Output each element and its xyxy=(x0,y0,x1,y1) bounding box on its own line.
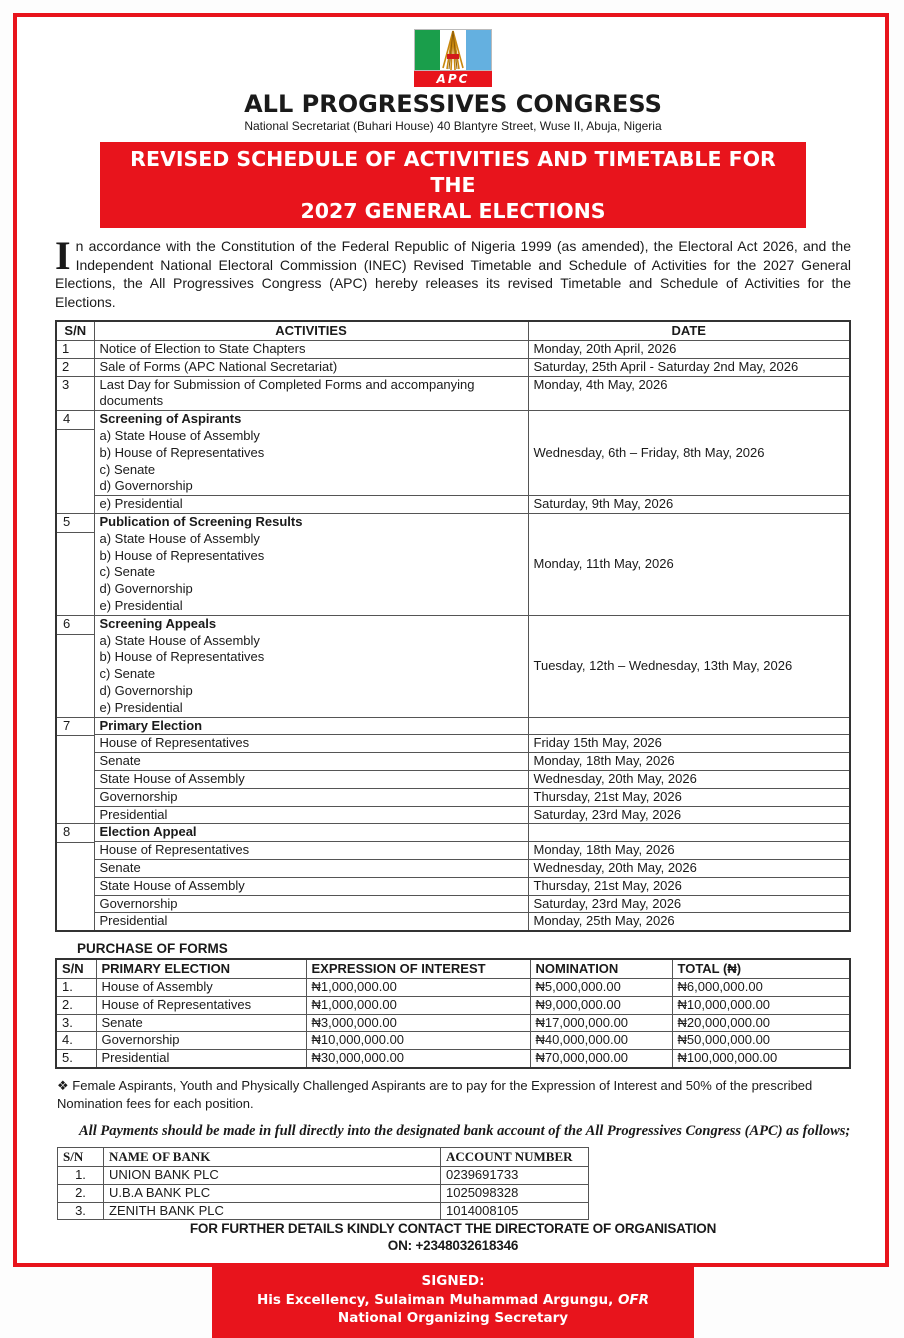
expression-fee: ₦10,000,000.00 xyxy=(306,1032,530,1050)
sn: 4. xyxy=(56,1032,96,1050)
activity-item: Governorship xyxy=(94,788,528,806)
date: Monday, 18th May, 2026 xyxy=(528,842,850,860)
sn: 5 xyxy=(56,513,94,615)
date: Saturday, 25th April - Saturday 2nd May, 2026 xyxy=(528,358,850,376)
activity-item: State House of Assembly xyxy=(94,877,528,895)
nomination-fee: ₦9,000,000.00 xyxy=(530,996,672,1014)
purchase-row xyxy=(56,1050,850,1068)
bank-accounts-table xyxy=(57,1147,589,1220)
activity-item: Presidential xyxy=(94,806,528,824)
election-type: Presidential xyxy=(96,1050,306,1068)
contact-line-2: ON: +2348032618346 xyxy=(387,1238,519,1254)
activity-item: c) Senate xyxy=(99,564,156,580)
election-type: Governorship xyxy=(96,1032,306,1050)
activity-item: d) Governorship xyxy=(99,581,193,597)
sn: 1. xyxy=(56,979,96,997)
activity-title: Screening Appeals xyxy=(99,615,217,631)
sn: 3. xyxy=(58,1202,104,1220)
schedule-row-7-entry xyxy=(56,806,850,824)
account-number: 0239691733 xyxy=(441,1167,589,1185)
date: Friday 15th May, 2026 xyxy=(528,735,850,753)
expression-fee: ₦1,000,000.00 xyxy=(306,996,530,1014)
activity: Notice of Election to State Chapters xyxy=(94,341,528,359)
schedule-header-row xyxy=(56,321,850,341)
header-bank-name: NAME OF BANK xyxy=(104,1148,441,1167)
purchase-row xyxy=(56,1032,850,1050)
title-banner-line1: REVISED SCHEDULE OF ACTIVITIES AND TIMETABLE FOR THE xyxy=(130,147,776,197)
election-type: House of Representatives xyxy=(96,996,306,1014)
header-sn: S/N xyxy=(56,959,96,979)
intro-text: n accordance with the Constitution of the Federal Republic of Nigeria 1999 (as amended), the Electoral Act 2026, and the Independent National Electoral Commission (INEC) Revised Timetable and Schedule of Activities for the 2027 General Elections, the All Progressives Congress (APC) hereby releases its revised Timetable and Schedule of Activities for the Elections. xyxy=(55,238,851,310)
header-date: DATE xyxy=(528,321,850,341)
election-type: House of Assembly xyxy=(96,979,306,997)
activity-item: Senate xyxy=(94,859,528,877)
header-account-number: ACCOUNT NUMBER xyxy=(441,1148,589,1167)
date: Wednesday, 20th May, 2026 xyxy=(528,859,850,877)
header-sn: S/N xyxy=(56,321,94,341)
activity-item: b) House of Representatives xyxy=(99,649,265,665)
sn: 6 xyxy=(56,615,94,717)
activity-item: d) Governorship xyxy=(99,682,193,698)
purchase-row xyxy=(56,979,850,997)
title-banner-line2: 2027 GENERAL ELECTIONS xyxy=(300,199,606,223)
activity-item: Senate xyxy=(94,753,528,771)
date: Monday, 25th May, 2026 xyxy=(528,913,850,931)
activity-title: Screening of Aspirants xyxy=(99,411,242,427)
date: Wednesday, 20th May, 2026 xyxy=(528,770,850,788)
header-activities: ACTIVITIES xyxy=(94,321,528,341)
sn: 2. xyxy=(58,1184,104,1202)
date: Saturday, 23rd May, 2026 xyxy=(528,895,850,913)
schedule-row-7-entry xyxy=(56,735,850,753)
apc-logo-label: APC xyxy=(414,71,492,87)
election-type: Senate xyxy=(96,1014,306,1032)
activity: Sale of Forms (APC National Secretariat) xyxy=(94,358,528,376)
schedule-row-1 xyxy=(56,341,850,359)
schedule-row-2 xyxy=(56,358,850,376)
expression-fee: ₦30,000,000.00 xyxy=(306,1050,530,1068)
schedule-row-7 xyxy=(56,717,850,735)
total-fee: ₦10,000,000.00 xyxy=(672,996,850,1014)
signed-title: National Organizing Secretary xyxy=(337,1310,569,1327)
header-nomination: NOMINATION xyxy=(530,959,672,979)
title-banner xyxy=(100,142,806,228)
bank-row xyxy=(58,1167,589,1185)
apc-flag-icon xyxy=(414,29,492,71)
activity-group xyxy=(94,513,528,615)
activity-item: House of Representatives xyxy=(94,842,528,860)
header-expression-of-interest: EXPRESSION OF INTEREST xyxy=(306,959,530,979)
bank-name: ZENITH BANK PLC xyxy=(104,1202,441,1220)
activity-item: e) Presidential xyxy=(94,496,528,514)
nomination-fee: ₦17,000,000.00 xyxy=(530,1014,672,1032)
purchase-forms-table xyxy=(55,958,851,1069)
date: Monday, 20th April, 2026 xyxy=(528,341,850,359)
date: Saturday, 23rd May, 2026 xyxy=(528,806,850,824)
signed-box xyxy=(212,1264,694,1338)
bank-row xyxy=(58,1184,589,1202)
activity-title: Election Appeal xyxy=(94,824,528,842)
schedule-row-8-entry xyxy=(56,859,850,877)
sn: 3 xyxy=(56,376,94,411)
purchase-forms-title: PURCHASE OF FORMS xyxy=(77,941,228,957)
activity-item: a) State House of Assembly xyxy=(99,632,260,648)
signed-honor: OFR xyxy=(617,1291,650,1308)
expression-fee: ₦1,000,000.00 xyxy=(306,979,530,997)
schedule-row-8-entry xyxy=(56,877,850,895)
date: Monday, 11th May, 2026 xyxy=(528,513,850,615)
total-fee: ₦6,000,000.00 xyxy=(672,979,850,997)
contact-line-1: FOR FURTHER DETAILS KINDLY CONTACT THE DIRECTORATE OF ORGANISATION xyxy=(189,1221,717,1237)
bank-header-row xyxy=(58,1148,589,1167)
sn: 5. xyxy=(56,1050,96,1068)
purchase-row xyxy=(56,1014,850,1032)
activity-title: Publication of Screening Results xyxy=(99,513,303,529)
signed-name: His Excellency, Sulaiman Muhammad Argungu, xyxy=(256,1291,618,1308)
date: Thursday, 21st May, 2026 xyxy=(528,877,850,895)
activity-item: c) Senate xyxy=(99,666,156,682)
activity-item: Presidential xyxy=(94,913,528,931)
note-text: Female Aspirants, Youth and Physically Challenged Aspirants are to pay for the Expression of Interest and 50% of the prescribed Nomination fees for each position. xyxy=(57,1078,813,1111)
female-aspirants-note xyxy=(57,1077,851,1112)
activity-item: State House of Assembly xyxy=(94,770,528,788)
nomination-fee: ₦70,000,000.00 xyxy=(530,1050,672,1068)
activity-group xyxy=(94,615,528,717)
schedule-row-6 xyxy=(56,615,850,717)
purchase-row xyxy=(56,996,850,1014)
schedule-row-3 xyxy=(56,376,850,411)
sn: 1 xyxy=(56,341,94,359)
schedule-row-4 xyxy=(56,411,850,496)
date: Wednesday, 6th – Friday, 8th May, 2026 xyxy=(528,411,850,496)
schedule-row-4e xyxy=(56,496,850,514)
date: Monday, 4th May, 2026 xyxy=(528,376,850,411)
sn: 8 xyxy=(56,824,94,931)
activity-item: Governorship xyxy=(94,895,528,913)
date xyxy=(528,717,850,735)
broom-band xyxy=(447,54,459,59)
schedule-row-8-entry xyxy=(56,895,850,913)
activity-group xyxy=(94,411,528,496)
intro-dropcap: I xyxy=(55,233,71,278)
activity-item: a) State House of Assembly xyxy=(99,427,260,443)
activity-item: e) Presidential xyxy=(99,699,183,715)
nomination-fee: ₦5,000,000.00 xyxy=(530,979,672,997)
schedule-row-7-entry xyxy=(56,753,850,771)
sn: 2. xyxy=(56,996,96,1014)
nomination-fee: ₦40,000,000.00 xyxy=(530,1032,672,1050)
account-number: 1025098328 xyxy=(441,1184,589,1202)
activity-item: c) Senate xyxy=(99,461,156,477)
bank-name: U.B.A BANK PLC xyxy=(104,1184,441,1202)
sn: 7 xyxy=(56,717,94,824)
document-page xyxy=(13,13,889,1327)
header-total: TOTAL (₦) xyxy=(672,959,850,979)
date: Saturday, 9th May, 2026 xyxy=(528,496,850,514)
intro-paragraph xyxy=(55,233,851,311)
activity-item: a) State House of Assembly xyxy=(99,530,260,546)
total-fee: ₦50,000,000.00 xyxy=(672,1032,850,1050)
sn: 4 xyxy=(56,411,94,514)
activity-item: b) House of Representatives xyxy=(99,444,265,460)
date: Tuesday, 12th – Wednesday, 13th May, 2026 xyxy=(528,615,850,717)
org-address: National Secretariat (Buhari House) 40 Blantyre Street, Wuse II, Abuja, Nigeria xyxy=(244,119,662,133)
total-fee: ₦20,000,000.00 xyxy=(672,1014,850,1032)
total-fee: ₦100,000,000.00 xyxy=(672,1050,850,1068)
schedule-row-8-entry xyxy=(56,913,850,931)
broom-icon xyxy=(436,30,470,72)
signed-name-line xyxy=(218,1291,688,1310)
date: Thursday, 21st May, 2026 xyxy=(528,788,850,806)
activity-item: d) Governorship xyxy=(99,478,193,494)
activity-item: e) Presidential xyxy=(99,597,183,613)
header-primary-election: PRIMARY ELECTION xyxy=(96,959,306,979)
schedule-row-8 xyxy=(56,824,850,842)
schedule-row-8-entry xyxy=(56,842,850,860)
org-name: ALL PROGRESSIVES CONGRESS xyxy=(244,90,662,118)
activity: Last Day for Submission of Completed Forms and accompanying documents xyxy=(94,376,528,411)
schedule-row-7-entry xyxy=(56,788,850,806)
sn: 1. xyxy=(58,1167,104,1185)
bank-name: UNION BANK PLC xyxy=(104,1167,441,1185)
schedule-table xyxy=(55,320,851,932)
activity-title: Primary Election xyxy=(94,717,528,735)
account-number: 1014008105 xyxy=(441,1202,589,1220)
date: Monday, 18th May, 2026 xyxy=(528,753,850,771)
diamond-bullet-icon: ❖ xyxy=(57,1078,69,1094)
header-sn: S/N xyxy=(58,1148,104,1167)
apc-logo xyxy=(55,29,851,87)
sn: 2 xyxy=(56,358,94,376)
expression-fee: ₦3,000,000.00 xyxy=(306,1014,530,1032)
bank-row xyxy=(58,1202,589,1220)
schedule-row-5 xyxy=(56,513,850,615)
sn: 3. xyxy=(56,1014,96,1032)
date xyxy=(528,824,850,842)
schedule-row-7-entry xyxy=(56,770,850,788)
activity-item: House of Representatives xyxy=(94,735,528,753)
purchase-header-row xyxy=(56,959,850,979)
footer xyxy=(55,1220,851,1338)
activity-item: b) House of Representatives xyxy=(99,547,265,563)
payments-instruction: All Payments should be made in full directly into the designated bank account of the All Progressives Congress (APC) as follows; xyxy=(79,1123,851,1140)
signed-label: SIGNED: xyxy=(421,1273,485,1290)
